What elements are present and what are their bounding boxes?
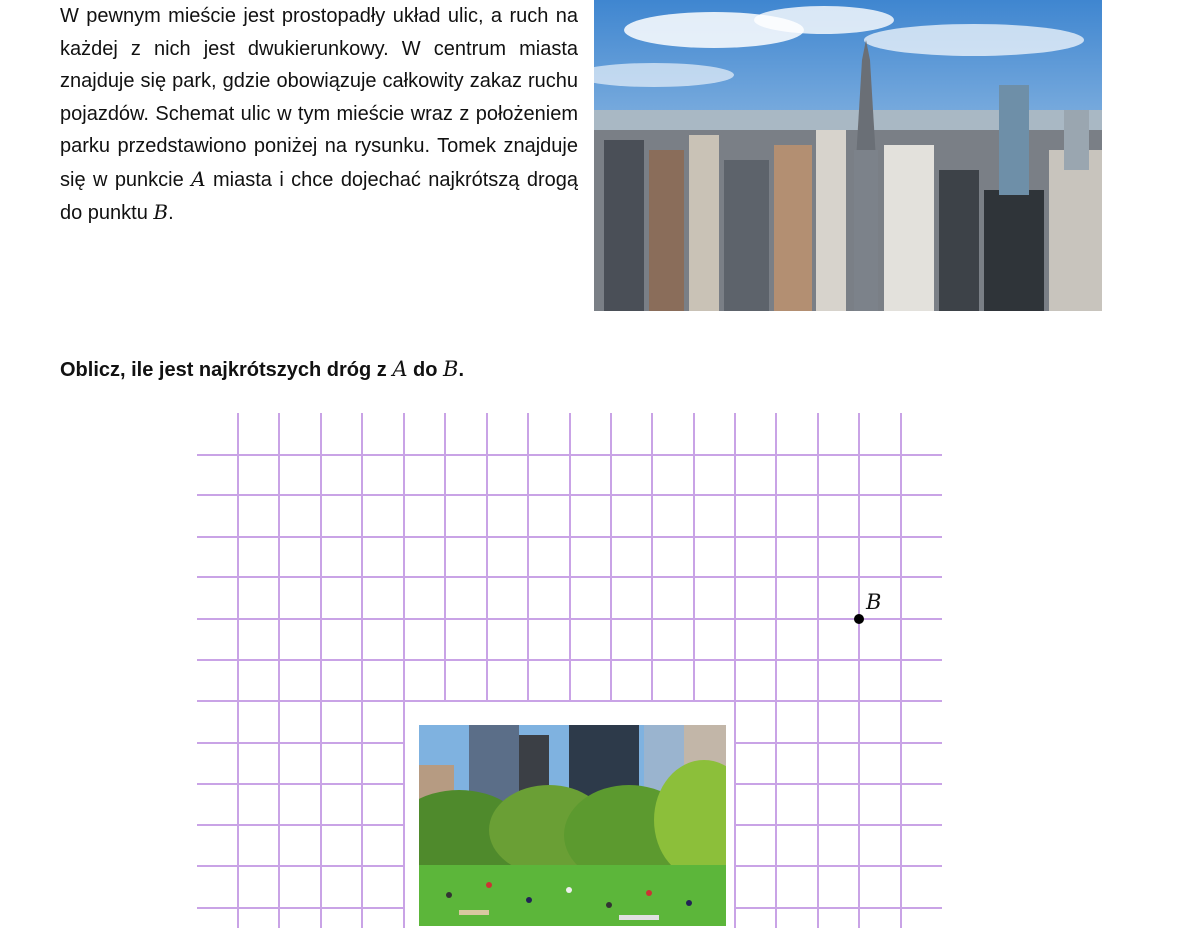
park-illustration xyxy=(419,725,726,926)
task-end: . xyxy=(458,359,465,381)
intro-text-2: miasta i chce dojechać najkrótszą drogą do punktu xyxy=(60,168,578,224)
task-question xyxy=(60,357,464,382)
problem-intro xyxy=(60,0,578,230)
point-a-symbol: A xyxy=(191,166,206,191)
city-skyline-illustration xyxy=(594,0,1102,311)
task-point-a: A xyxy=(392,357,408,381)
intro-text-1: W pewnym mieście jest prostopadły układ ulic, a ruch na każdej z nich jest dwukierunkowy. W centrum miasta znajduje się park, gdzie obowiązuje całkowity zakaz ruchu pojazdów. Schemat ulic w tym mieście wraz z położeniem parku przedstawiono poniżej na rysunku. Tomek znajduje się w punkcie xyxy=(60,5,578,191)
point-b-symbol: B xyxy=(153,200,169,224)
grid-point-b-label: B xyxy=(866,590,882,614)
task-text-2: do xyxy=(407,359,444,381)
task-text-1: Oblicz, ile jest najkrótszych dróg z xyxy=(60,359,393,381)
intro-end: . xyxy=(168,202,174,224)
point-b-marker xyxy=(854,614,864,624)
city-skyline-photo xyxy=(594,0,1102,311)
intro-paragraph xyxy=(60,0,578,230)
task-point-b: B xyxy=(443,357,459,381)
park-photo xyxy=(419,725,726,926)
